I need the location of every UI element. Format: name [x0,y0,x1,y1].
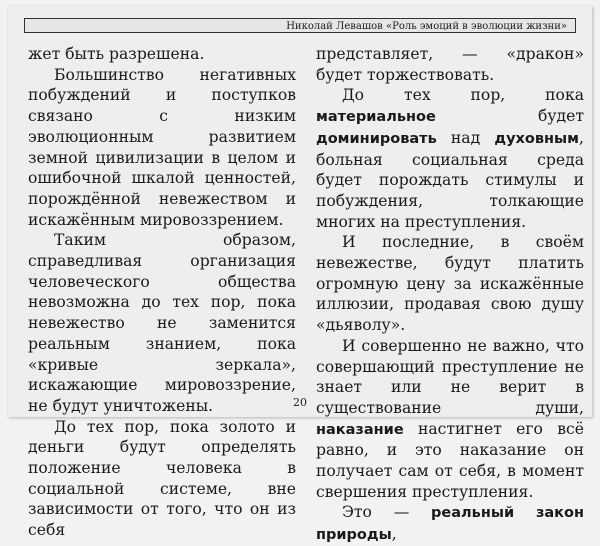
bold-term: материальное [316,109,436,126]
text-run: над [436,128,495,147]
text-run: До тех пор, пока [342,86,584,105]
text-run: , [391,525,397,544]
text-run: настигнет его всё равно, и это наказание он получает сам от себя, в момент свершения преступления. [316,419,584,501]
text-run: И совершенно не важно, что совершающий преступление не знает или не верит в существование души, [316,336,584,417]
paragraph: Таким образом, справедливая организация человеческого общества невозможна до тех пор, пока невежество не заменится реальным знанием, пока «кривые зеркала», искажающие мировоззрение, не будут уничтожены. [28,231,296,415]
bold-term: наказание [316,421,404,438]
text-run: , больная социальная среда будет порождать стимулы и побуждения, толкающие многих на преступления. [316,128,584,231]
book-page [8,6,592,544]
page-number: 20 [293,396,307,409]
bold-term: реальный закон природы [316,505,584,544]
bold-term: доминировать [316,130,437,147]
paragraph [316,336,584,503]
paragraph [316,85,584,232]
paragraph [316,502,584,545]
left-column [28,44,296,541]
bold-term: духовным [494,130,580,147]
right-column [316,44,584,546]
running-header: Николай Левашов «Роль эмоций в эволюции жизни» [24,18,576,33]
paragraph: Большинство негативных побуждений и поступков связано с низким эволюционным развитием земной цивилизации в целом и ошибочной шкалой ценностей, порождённой невежеством и искажённым мировоззрением. [28,65,296,229]
paragraph: До тех пор, пока золото и деньги будут определять положение человека в социальной системе, вне зависимости от того, что он из себя [28,417,296,540]
paragraph: представляет, — «дракон» будет торжествовать. [316,45,584,84]
paragraph: жет быть разрешена. [28,45,205,63]
text-run: будет [435,107,584,126]
text-run: Это — [342,503,432,522]
paragraph: И последние, в своём невежестве, будут платить огромную цену за искажённые иллюзии, продавая свою душу «дьяволу». [316,233,584,335]
